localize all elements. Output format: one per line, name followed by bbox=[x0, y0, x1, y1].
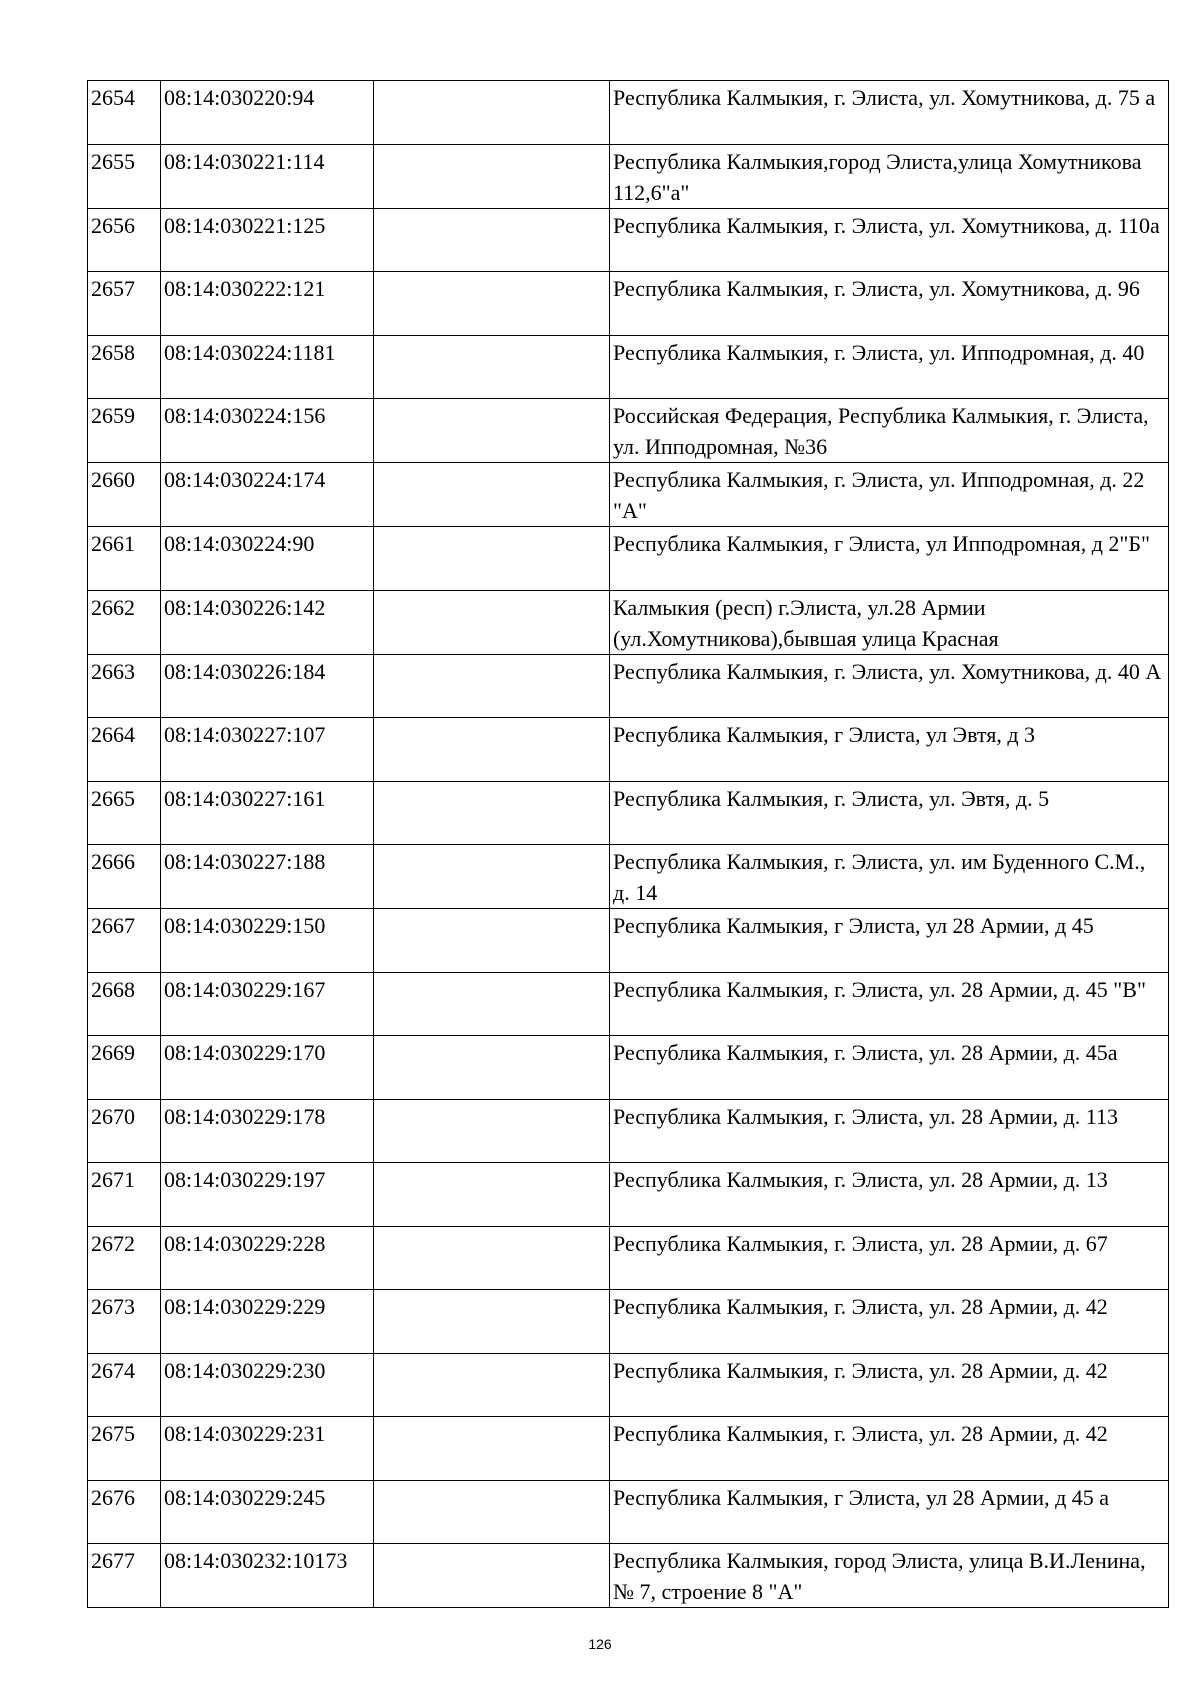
address-cell: Республика Калмыкия, г. Элиста, ул. 28 Армии, д. 45а bbox=[610, 1036, 1169, 1100]
row-number-cell: 2675 bbox=[88, 1417, 161, 1481]
page-number: 126 bbox=[588, 1636, 612, 1652]
table-row bbox=[88, 208, 1169, 272]
cadastral-number-cell: 08:14:030229:170 bbox=[161, 1036, 374, 1100]
address-cell: Республика Калмыкия, г. Элиста, ул. 28 Армии, д. 42 bbox=[610, 1290, 1169, 1354]
cadastral-number-cell: 08:14:030229:230 bbox=[161, 1353, 374, 1417]
cadastral-number-cell: 08:14:030229:245 bbox=[161, 1480, 374, 1544]
address-cell: Республика Калмыкия, г. Элиста, ул. Ипподромная, д. 22 "А" bbox=[610, 463, 1169, 527]
table-row bbox=[88, 718, 1169, 782]
cadastral-number-cell: 08:14:030229:178 bbox=[161, 1099, 374, 1163]
empty-cell bbox=[374, 781, 610, 845]
row-number-cell: 2669 bbox=[88, 1036, 161, 1100]
empty-cell bbox=[374, 845, 610, 909]
empty-cell bbox=[374, 1163, 610, 1227]
address-cell: Республика Калмыкия, г. Элиста, ул. 28 Армии, д. 13 bbox=[610, 1163, 1169, 1227]
row-number-cell: 2665 bbox=[88, 781, 161, 845]
row-number-cell: 2668 bbox=[88, 972, 161, 1036]
empty-cell bbox=[374, 654, 610, 718]
address-cell: Республика Калмыкия, г Элиста, ул 28 Армии, д 45 а bbox=[610, 1480, 1169, 1544]
address-cell: Республика Калмыкия, г. Элиста, ул. Хомутникова, д. 75 а bbox=[610, 81, 1169, 145]
table-row bbox=[88, 527, 1169, 591]
empty-cell bbox=[374, 1353, 610, 1417]
empty-cell bbox=[374, 1099, 610, 1163]
row-number-cell: 2666 bbox=[88, 845, 161, 909]
row-number-cell: 2677 bbox=[88, 1544, 161, 1608]
row-number-cell: 2659 bbox=[88, 399, 161, 463]
address-cell: Российская Федерация, Республика Калмыкия, г. Элиста, ул. Ипподромная, №36 bbox=[610, 399, 1169, 463]
row-number-cell: 2661 bbox=[88, 527, 161, 591]
address-cell: Республика Калмыкия, г. Элиста, ул. 28 Армии, д. 42 bbox=[610, 1353, 1169, 1417]
address-cell: Республика Калмыкия, г. Элиста, ул. Хомутникова, д. 40 А bbox=[610, 654, 1169, 718]
table-row bbox=[88, 909, 1169, 973]
empty-cell bbox=[374, 335, 610, 399]
row-number-cell: 2657 bbox=[88, 272, 161, 336]
empty-cell bbox=[374, 272, 610, 336]
table-row bbox=[88, 972, 1169, 1036]
empty-cell bbox=[374, 1480, 610, 1544]
row-number-cell: 2658 bbox=[88, 335, 161, 399]
cadastral-number-cell: 08:14:030221:125 bbox=[161, 208, 374, 272]
table-row bbox=[88, 781, 1169, 845]
address-cell: Республика Калмыкия, город Элиста, улица В.И.Ленина, № 7, строение 8 "А" bbox=[610, 1544, 1169, 1608]
cadastral-number-cell: 08:14:030224:156 bbox=[161, 399, 374, 463]
registry-table bbox=[87, 80, 1169, 1608]
address-cell: Республика Калмыкия,город Элиста,улица Хомутникова 112,6"а" bbox=[610, 144, 1169, 208]
address-cell: Республика Калмыкия, г. Элиста, ул. 28 Армии, д. 45 "В" bbox=[610, 972, 1169, 1036]
cadastral-number-cell: 08:14:030229:197 bbox=[161, 1163, 374, 1227]
address-cell: Республика Калмыкия, г. Элиста, ул. им Буденного С.М., д. 14 bbox=[610, 845, 1169, 909]
table-row bbox=[88, 1036, 1169, 1100]
cadastral-number-cell: 08:14:030229:167 bbox=[161, 972, 374, 1036]
empty-cell bbox=[374, 718, 610, 782]
cadastral-number-cell: 08:14:030229:229 bbox=[161, 1290, 374, 1354]
cadastral-number-cell: 08:14:030226:142 bbox=[161, 590, 374, 654]
table-row bbox=[88, 81, 1169, 145]
table-row bbox=[88, 1290, 1169, 1354]
table-row bbox=[88, 1099, 1169, 1163]
address-cell: Республика Калмыкия, г. Элиста, ул. Хомутникова, д. 96 bbox=[610, 272, 1169, 336]
address-cell: Республика Калмыкия, г. Элиста, ул. Ипподромная, д. 40 bbox=[610, 335, 1169, 399]
row-number-cell: 2674 bbox=[88, 1353, 161, 1417]
empty-cell bbox=[374, 1290, 610, 1354]
empty-cell bbox=[374, 590, 610, 654]
row-number-cell: 2656 bbox=[88, 208, 161, 272]
empty-cell bbox=[374, 463, 610, 527]
table-row bbox=[88, 463, 1169, 527]
empty-cell bbox=[374, 144, 610, 208]
row-number-cell: 2663 bbox=[88, 654, 161, 718]
cadastral-number-cell: 08:14:030224:1181 bbox=[161, 335, 374, 399]
cadastral-number-cell: 08:14:030227:188 bbox=[161, 845, 374, 909]
table-row bbox=[88, 845, 1169, 909]
empty-cell bbox=[374, 1417, 610, 1481]
address-cell: Калмыкия (респ) г.Элиста, ул.28 Армии (ул.Хомутникова),бывшая улица Красная bbox=[610, 590, 1169, 654]
empty-cell bbox=[374, 399, 610, 463]
cadastral-number-cell: 08:14:030224:90 bbox=[161, 527, 374, 591]
cadastral-number-cell: 08:14:030227:161 bbox=[161, 781, 374, 845]
cadastral-number-cell: 08:14:030229:228 bbox=[161, 1226, 374, 1290]
table-row bbox=[88, 1226, 1169, 1290]
table-row bbox=[88, 335, 1169, 399]
cadastral-number-cell: 08:14:030221:114 bbox=[161, 144, 374, 208]
row-number-cell: 2676 bbox=[88, 1480, 161, 1544]
empty-cell bbox=[374, 909, 610, 973]
table-row bbox=[88, 654, 1169, 718]
row-number-cell: 2662 bbox=[88, 590, 161, 654]
cadastral-number-cell: 08:14:030232:10173 bbox=[161, 1544, 374, 1608]
cadastral-number-cell: 08:14:030227:107 bbox=[161, 718, 374, 782]
table-row bbox=[88, 144, 1169, 208]
empty-cell bbox=[374, 1544, 610, 1608]
row-number-cell: 2673 bbox=[88, 1290, 161, 1354]
table-row bbox=[88, 399, 1169, 463]
address-cell: Республика Калмыкия, г Элиста, ул Эвтя, д 3 bbox=[610, 718, 1169, 782]
address-cell: Республика Калмыкия, г. Элиста, ул. 28 Армии, д. 42 bbox=[610, 1417, 1169, 1481]
cadastral-number-cell: 08:14:030222:121 bbox=[161, 272, 374, 336]
row-number-cell: 2664 bbox=[88, 718, 161, 782]
cadastral-number-cell: 08:14:030229:150 bbox=[161, 909, 374, 973]
row-number-cell: 2667 bbox=[88, 909, 161, 973]
cadastral-number-cell: 08:14:030226:184 bbox=[161, 654, 374, 718]
cadastral-number-cell: 08:14:030220:94 bbox=[161, 81, 374, 145]
address-cell: Республика Калмыкия, г Элиста, ул 28 Армии, д 45 bbox=[610, 909, 1169, 973]
address-cell: Республика Калмыкия, г. Элиста, ул. Хомутникова, д. 110а bbox=[610, 208, 1169, 272]
row-number-cell: 2655 bbox=[88, 144, 161, 208]
address-cell: Республика Калмыкия, г. Элиста, ул. 28 Армии, д. 113 bbox=[610, 1099, 1169, 1163]
empty-cell bbox=[374, 208, 610, 272]
table-row bbox=[88, 590, 1169, 654]
row-number-cell: 2671 bbox=[88, 1163, 161, 1227]
address-cell: Республика Калмыкия, г. Элиста, ул. 28 Армии, д. 67 bbox=[610, 1226, 1169, 1290]
table-row bbox=[88, 1417, 1169, 1481]
cadastral-number-cell: 08:14:030224:174 bbox=[161, 463, 374, 527]
table-row bbox=[88, 1163, 1169, 1227]
address-cell: Республика Калмыкия, г. Элиста, ул. Эвтя, д. 5 bbox=[610, 781, 1169, 845]
table-row bbox=[88, 1544, 1169, 1608]
table-row bbox=[88, 1480, 1169, 1544]
row-number-cell: 2670 bbox=[88, 1099, 161, 1163]
empty-cell bbox=[374, 1226, 610, 1290]
table-row bbox=[88, 1353, 1169, 1417]
row-number-cell: 2654 bbox=[88, 81, 161, 145]
empty-cell bbox=[374, 527, 610, 591]
table-row bbox=[88, 272, 1169, 336]
cadastral-number-cell: 08:14:030229:231 bbox=[161, 1417, 374, 1481]
empty-cell bbox=[374, 81, 610, 145]
row-number-cell: 2672 bbox=[88, 1226, 161, 1290]
registry-table-body bbox=[88, 81, 1169, 1608]
empty-cell bbox=[374, 972, 610, 1036]
address-cell: Республика Калмыкия, г Элиста, ул Ипподромная, д 2"Б" bbox=[610, 527, 1169, 591]
empty-cell bbox=[374, 1036, 610, 1100]
row-number-cell: 2660 bbox=[88, 463, 161, 527]
